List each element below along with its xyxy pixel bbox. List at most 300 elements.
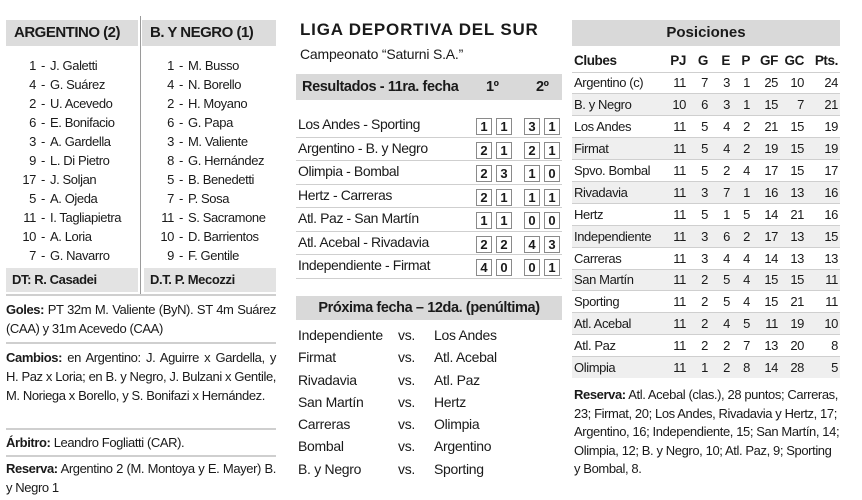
stat-cell: 3 — [710, 72, 732, 94]
stat-cell: 25 — [752, 72, 780, 94]
score-box: 2 — [496, 236, 512, 253]
stat-cell: 4 — [710, 138, 732, 160]
player-number: 3 — [29, 134, 36, 149]
stat-cell: 3 — [710, 94, 732, 116]
divider — [6, 455, 276, 457]
stat-cell: 1 — [732, 94, 752, 116]
player-dash: - — [41, 229, 45, 244]
match-name: Los Andes - Sporting — [298, 116, 420, 132]
stat-cell: 17 — [752, 160, 780, 182]
away-team: Hertz — [434, 393, 466, 410]
second-half-label: 2º — [536, 79, 549, 95]
goals-text: PT 32m M. Valiente (ByN). ST 4m Suárez (CAA) y 31m Acevedo (CAA) — [6, 302, 276, 336]
standings-header-row — [572, 50, 840, 72]
substitutions-note — [6, 348, 276, 405]
stat-cell: 21 — [752, 116, 780, 138]
player-dash: - — [41, 210, 45, 225]
club-name: Carreras — [572, 247, 662, 269]
away-team: Atl. Acebal — [434, 349, 497, 366]
score-box: 0 — [524, 259, 540, 276]
away-team: Los Andes — [434, 327, 497, 343]
divider — [6, 294, 276, 296]
player-number: 3 — [167, 134, 174, 149]
player-row — [144, 94, 276, 113]
player-row — [6, 56, 138, 75]
standings-title: Posiciones — [572, 20, 840, 46]
team-b-coach: D.T. P. Mecozzi — [144, 268, 276, 292]
stat-cell: 11 — [662, 160, 688, 182]
player-dash: - — [41, 248, 45, 263]
player-number: 11 — [161, 210, 174, 225]
first-half-label: 1º — [486, 79, 499, 95]
player-dash: - — [179, 115, 183, 130]
club-name: Atl. Paz — [572, 335, 662, 357]
league-title: LIGA DEPORTIVA DEL SUR — [300, 20, 539, 39]
match-name: Argentino - B. y Negro — [298, 139, 428, 156]
player-name: N. Borello — [188, 77, 242, 92]
reserve-note — [6, 459, 276, 497]
stat-cell: 7 — [780, 94, 806, 116]
club-name: Olimpia — [572, 357, 662, 379]
club-name: Los Andes — [572, 116, 662, 138]
column-header: GF — [760, 53, 778, 69]
reserve-standings-note — [574, 386, 840, 479]
player-number: 5 — [29, 191, 36, 206]
player-name: S. Sacramone — [188, 210, 266, 225]
player-dash: - — [41, 191, 45, 206]
stat-cell: 2 — [732, 138, 752, 160]
score-box: 1 — [496, 189, 512, 206]
stat-cell: 1 — [710, 203, 732, 225]
score-box: 1 — [496, 142, 512, 159]
player-number: 2 — [167, 96, 174, 111]
goals-note — [6, 300, 276, 338]
stat-cell: 5 — [710, 291, 732, 313]
vs-label: vs. — [398, 393, 415, 410]
standings-row — [572, 247, 840, 269]
result-row — [296, 208, 562, 232]
club-name: Atl. Acebal — [572, 313, 662, 335]
stat-cell: 4 — [732, 269, 752, 291]
stat-cell: 14 — [752, 203, 780, 225]
stat-cell: 2 — [688, 313, 710, 335]
score-box: 0 — [544, 165, 560, 182]
player-row — [6, 227, 138, 246]
player-row — [6, 94, 138, 113]
results-list — [296, 114, 562, 279]
stat-cell: 15 — [752, 94, 780, 116]
player-number: 2 — [29, 96, 36, 111]
team-b-header: B. Y NEGRO (1) — [142, 20, 276, 46]
stat-cell: 3 — [688, 247, 710, 269]
vs-label: vs. — [398, 416, 415, 433]
score-box: 3 — [524, 118, 540, 135]
player-number: 7 — [167, 191, 174, 206]
score-box: 3 — [496, 165, 512, 182]
fixture-row — [298, 346, 560, 368]
column-header: PJ — [670, 53, 686, 69]
score-box: 2 — [476, 142, 492, 159]
stat-cell: 5 — [806, 357, 840, 379]
stat-cell: 13 — [780, 225, 806, 247]
player-dash: - — [41, 153, 45, 168]
club-name: Argentino (c) — [572, 72, 662, 94]
stat-cell: 3 — [688, 181, 710, 203]
goals-label: Goles: — [6, 302, 45, 317]
player-row — [144, 189, 276, 208]
score-box: 1 — [476, 118, 492, 135]
stat-cell: 3 — [688, 225, 710, 247]
stat-cell: 19 — [806, 116, 840, 138]
stat-cell: 11 — [806, 291, 840, 313]
away-team: Olimpia — [434, 416, 480, 433]
referee-note — [6, 433, 276, 452]
player-name: A. Ojeda — [50, 191, 98, 206]
player-name: M. Busso — [188, 58, 239, 73]
stat-cell: 19 — [806, 138, 840, 160]
result-row — [296, 161, 562, 185]
player-dash: - — [179, 191, 183, 206]
away-team: Argentino — [434, 438, 492, 455]
score-box: 2 — [476, 189, 492, 206]
stat-cell: 1 — [732, 72, 752, 94]
fixture-row — [298, 391, 560, 413]
player-name: G. Suárez — [50, 77, 105, 92]
stat-cell: 2 — [688, 291, 710, 313]
score-box: 3 — [544, 236, 560, 253]
stat-cell: 28 — [780, 357, 806, 379]
stat-cell: 4 — [710, 116, 732, 138]
stat-cell: 11 — [806, 269, 840, 291]
stat-cell: 8 — [732, 357, 752, 379]
stat-cell: 11 — [662, 116, 688, 138]
away-team: Sporting — [434, 460, 484, 477]
player-dash: - — [179, 229, 183, 244]
player-row — [6, 208, 138, 227]
standings-row — [572, 225, 840, 247]
vs-label: vs. — [398, 460, 415, 477]
stat-cell: 13 — [780, 247, 806, 269]
player-row — [144, 246, 276, 265]
player-dash: - — [41, 115, 45, 130]
team-a-roster — [6, 56, 138, 265]
stat-cell: 16 — [752, 181, 780, 203]
standings-row — [572, 291, 840, 313]
stat-cell: 5 — [732, 313, 752, 335]
player-row — [6, 75, 138, 94]
player-name: D. Barrientos — [188, 229, 259, 244]
standings-row — [572, 313, 840, 335]
stat-cell: 16 — [806, 181, 840, 203]
fixture-row — [298, 458, 560, 480]
stat-cell: 4 — [710, 247, 732, 269]
stat-cell: 20 — [780, 335, 806, 357]
player-dash: - — [41, 58, 45, 73]
player-name: J. Soljan — [50, 172, 97, 187]
player-name: F. Gentile — [188, 248, 239, 263]
column-header: Pts. — [814, 53, 838, 69]
club-name: Hertz — [572, 203, 662, 225]
fixture-row — [298, 369, 560, 391]
player-number: 1 — [167, 58, 174, 73]
stat-cell: 8 — [806, 335, 840, 357]
stat-cell: 11 — [662, 357, 688, 379]
stat-cell: 2 — [732, 116, 752, 138]
player-name: U. Acevedo — [50, 96, 113, 111]
club-name: Rivadavia — [572, 181, 662, 203]
player-name: G. Papa — [188, 115, 233, 130]
score-box: 1 — [524, 189, 540, 206]
vs-label: vs. — [398, 349, 415, 366]
result-row — [296, 185, 562, 209]
reserve-standings-label: Reserva: — [574, 387, 626, 402]
stat-cell: 2 — [710, 357, 732, 379]
stat-cell: 2 — [710, 160, 732, 182]
standings-row — [572, 160, 840, 182]
player-number: 8 — [167, 153, 174, 168]
match-name: Independiente - Firmat — [298, 257, 431, 273]
player-number: 1 — [29, 58, 36, 73]
score-box: 2 — [476, 165, 492, 182]
column-header: Clubes — [574, 53, 617, 69]
stat-cell: 5 — [732, 203, 752, 225]
home-team: San Martín — [298, 393, 364, 410]
player-name: M. Valiente — [188, 134, 248, 149]
divider — [6, 342, 276, 344]
score-box: 0 — [524, 212, 540, 229]
stat-cell: 4 — [732, 247, 752, 269]
stat-cell: 10 — [806, 313, 840, 335]
player-number: 9 — [29, 153, 36, 168]
result-row — [296, 232, 562, 256]
stat-cell: 15 — [780, 138, 806, 160]
player-name: L. Di Pietro — [50, 153, 110, 168]
lineups-panel — [6, 16, 276, 294]
stat-cell: 5 — [688, 116, 710, 138]
team-a-header: ARGENTINO (2) — [6, 20, 138, 46]
reserve-text: Argentino 2 (M. Montoya y E. Mayer) B. y Negro 1 — [6, 461, 276, 495]
player-row — [6, 151, 138, 170]
player-name: G. Navarro — [50, 248, 110, 263]
fixture-row — [298, 435, 560, 457]
away-team: Atl. Paz — [434, 371, 480, 388]
team-a-coach: DT: R. Casadei — [6, 268, 138, 292]
home-team: Firmat — [298, 349, 336, 366]
stat-cell: 1 — [688, 357, 710, 379]
stat-cell: 13 — [780, 181, 806, 203]
stat-cell: 21 — [806, 94, 840, 116]
player-row — [144, 132, 276, 151]
standings-row — [572, 94, 840, 116]
stat-cell: 5 — [710, 269, 732, 291]
stat-cell: 21 — [780, 203, 806, 225]
stat-cell: 4 — [732, 291, 752, 313]
column-divider — [140, 16, 141, 294]
score-box: 4 — [524, 236, 540, 253]
standings-row — [572, 269, 840, 291]
player-row — [144, 75, 276, 94]
score-box: 1 — [476, 212, 492, 229]
stat-cell: 15 — [752, 291, 780, 313]
standings-row — [572, 335, 840, 357]
score-box: 2 — [476, 236, 492, 253]
player-dash: - — [41, 96, 45, 111]
player-name: B. Benedetti — [188, 172, 255, 187]
match-name: Atl. Acebal - Rivadavia — [298, 233, 429, 250]
stat-cell: 15 — [780, 269, 806, 291]
result-row — [296, 114, 562, 138]
stat-cell: 17 — [806, 160, 840, 182]
club-name: Sporting — [572, 291, 662, 313]
result-row — [296, 138, 562, 162]
stat-cell: 13 — [752, 335, 780, 357]
standings-row — [572, 138, 840, 160]
stat-cell: 5 — [688, 203, 710, 225]
score-box: 1 — [496, 212, 512, 229]
stat-cell: 2 — [688, 335, 710, 357]
player-number: 17 — [22, 172, 36, 187]
player-row — [6, 170, 138, 189]
results-title: Resultados - 11ra. fecha — [302, 79, 459, 95]
fixtures-list — [298, 324, 560, 480]
stat-cell: 4 — [710, 313, 732, 335]
player-name: I. Tagliapietra — [50, 210, 122, 225]
player-number: 11 — [23, 210, 36, 225]
stat-cell: 2 — [688, 269, 710, 291]
stat-cell: 14 — [752, 357, 780, 379]
stat-cell: 15 — [780, 160, 806, 182]
column-header: P — [741, 53, 750, 69]
team-b-roster — [144, 56, 276, 265]
stat-cell: 5 — [688, 138, 710, 160]
player-dash: - — [179, 58, 183, 73]
stat-cell: 11 — [662, 203, 688, 225]
fixture-row — [298, 413, 560, 435]
stat-cell: 10 — [662, 94, 688, 116]
player-row — [6, 189, 138, 208]
score-box: 0 — [544, 212, 560, 229]
player-number: 6 — [167, 115, 174, 130]
stat-cell: 19 — [752, 138, 780, 160]
stat-cell: 14 — [752, 247, 780, 269]
player-row — [6, 246, 138, 265]
player-dash: - — [179, 153, 183, 168]
player-dash: - — [179, 248, 183, 263]
club-name: Firmat — [572, 138, 662, 160]
player-number: 10 — [22, 229, 36, 244]
player-name: A. Gardella — [50, 134, 111, 149]
score-box: 1 — [496, 118, 512, 135]
club-name: San Martín — [572, 269, 662, 291]
club-name: Spvo. Bombal — [572, 160, 662, 182]
stat-cell: 6 — [710, 225, 732, 247]
match-name: Atl. Paz - San Martín — [298, 210, 419, 226]
player-name: A. Loria — [50, 229, 92, 244]
player-name: H. Moyano — [188, 96, 248, 111]
stat-cell: 13 — [806, 247, 840, 269]
player-row — [144, 208, 276, 227]
standings-row — [572, 116, 840, 138]
player-row — [144, 56, 276, 75]
standings-row — [572, 357, 840, 379]
player-dash: - — [41, 172, 45, 187]
stat-cell: 11 — [662, 225, 688, 247]
player-row — [144, 113, 276, 132]
stat-cell: 21 — [780, 291, 806, 313]
home-team: Bombal — [298, 438, 344, 455]
stat-cell: 15 — [780, 116, 806, 138]
stat-cell: 15 — [752, 269, 780, 291]
reserve-standings-text: Atl. Acebal (clas.), 28 puntos; Carreras, 23; Firmat, 20; Los Andes, Rivadavia y Hertz, 17; Argentino, 16; Independiente, 15; San Martín, 14; Olimpia, 12; B. y Negro, 10; Atl. Paz, 9; Sporting y Bombal, 8. — [574, 387, 840, 476]
stat-cell: 5 — [688, 160, 710, 182]
player-number: 10 — [160, 229, 174, 244]
divider — [6, 428, 276, 430]
column-header: G — [697, 53, 708, 69]
vs-label: vs. — [398, 438, 415, 455]
player-number: 7 — [29, 248, 36, 263]
stat-cell: 15 — [806, 225, 840, 247]
vs-label: vs. — [398, 371, 415, 388]
next-round-header: Próxima fecha – 12da. (penúltima) — [296, 296, 562, 320]
stat-cell: 2 — [732, 225, 752, 247]
standings-row — [572, 181, 840, 203]
player-number: 4 — [167, 77, 174, 92]
referee-text: Leandro Fogliatti (CAR). — [53, 435, 185, 450]
player-dash: - — [179, 77, 183, 92]
player-name: E. Bonifacio — [50, 115, 115, 130]
home-team: Rivadavia — [298, 371, 357, 388]
stat-cell: 11 — [662, 335, 688, 357]
substitutions-label: Cambios: — [6, 350, 63, 365]
stat-cell: 2 — [710, 335, 732, 357]
score-box: 1 — [544, 118, 560, 135]
stat-cell: 10 — [780, 72, 806, 94]
player-name: P. Sosa — [188, 191, 230, 206]
stat-cell: 11 — [662, 313, 688, 335]
player-number: 4 — [29, 77, 36, 92]
column-header: E — [721, 53, 730, 69]
standings-row — [572, 72, 840, 94]
referee-label: Árbitro: — [6, 435, 51, 450]
column-header: GC — [784, 53, 804, 69]
player-row — [144, 170, 276, 189]
match-name: Hertz - Carreras — [298, 186, 392, 203]
substitutions-text: en Argentino: J. Aguirre x Gardella, y H. Paz x Loria; en B. y Negro, J. Bulzani x Gentile, M. Noriega x Borello, y S. Bonifazi x Hernández. — [6, 350, 276, 403]
player-row — [6, 113, 138, 132]
stat-cell: 24 — [806, 72, 840, 94]
result-row — [296, 255, 562, 279]
stat-cell: 11 — [662, 269, 688, 291]
player-dash: - — [41, 77, 45, 92]
home-team: Independiente — [298, 327, 383, 343]
results-header — [296, 74, 562, 100]
player-row — [144, 151, 276, 170]
stat-cell: 11 — [662, 181, 688, 203]
score-box: 1 — [524, 165, 540, 182]
stat-cell: 11 — [752, 313, 780, 335]
score-box: 0 — [496, 259, 512, 276]
stat-cell: 7 — [710, 181, 732, 203]
league-subtitle: Campeonato “Saturni S.A.” — [300, 46, 464, 62]
score-box: 1 — [544, 142, 560, 159]
stat-cell: 4 — [732, 160, 752, 182]
score-box: 1 — [544, 259, 560, 276]
player-dash: - — [179, 210, 183, 225]
stat-cell: 11 — [662, 247, 688, 269]
player-dash: - — [179, 172, 183, 187]
stat-cell: 6 — [688, 94, 710, 116]
score-box: 1 — [544, 189, 560, 206]
